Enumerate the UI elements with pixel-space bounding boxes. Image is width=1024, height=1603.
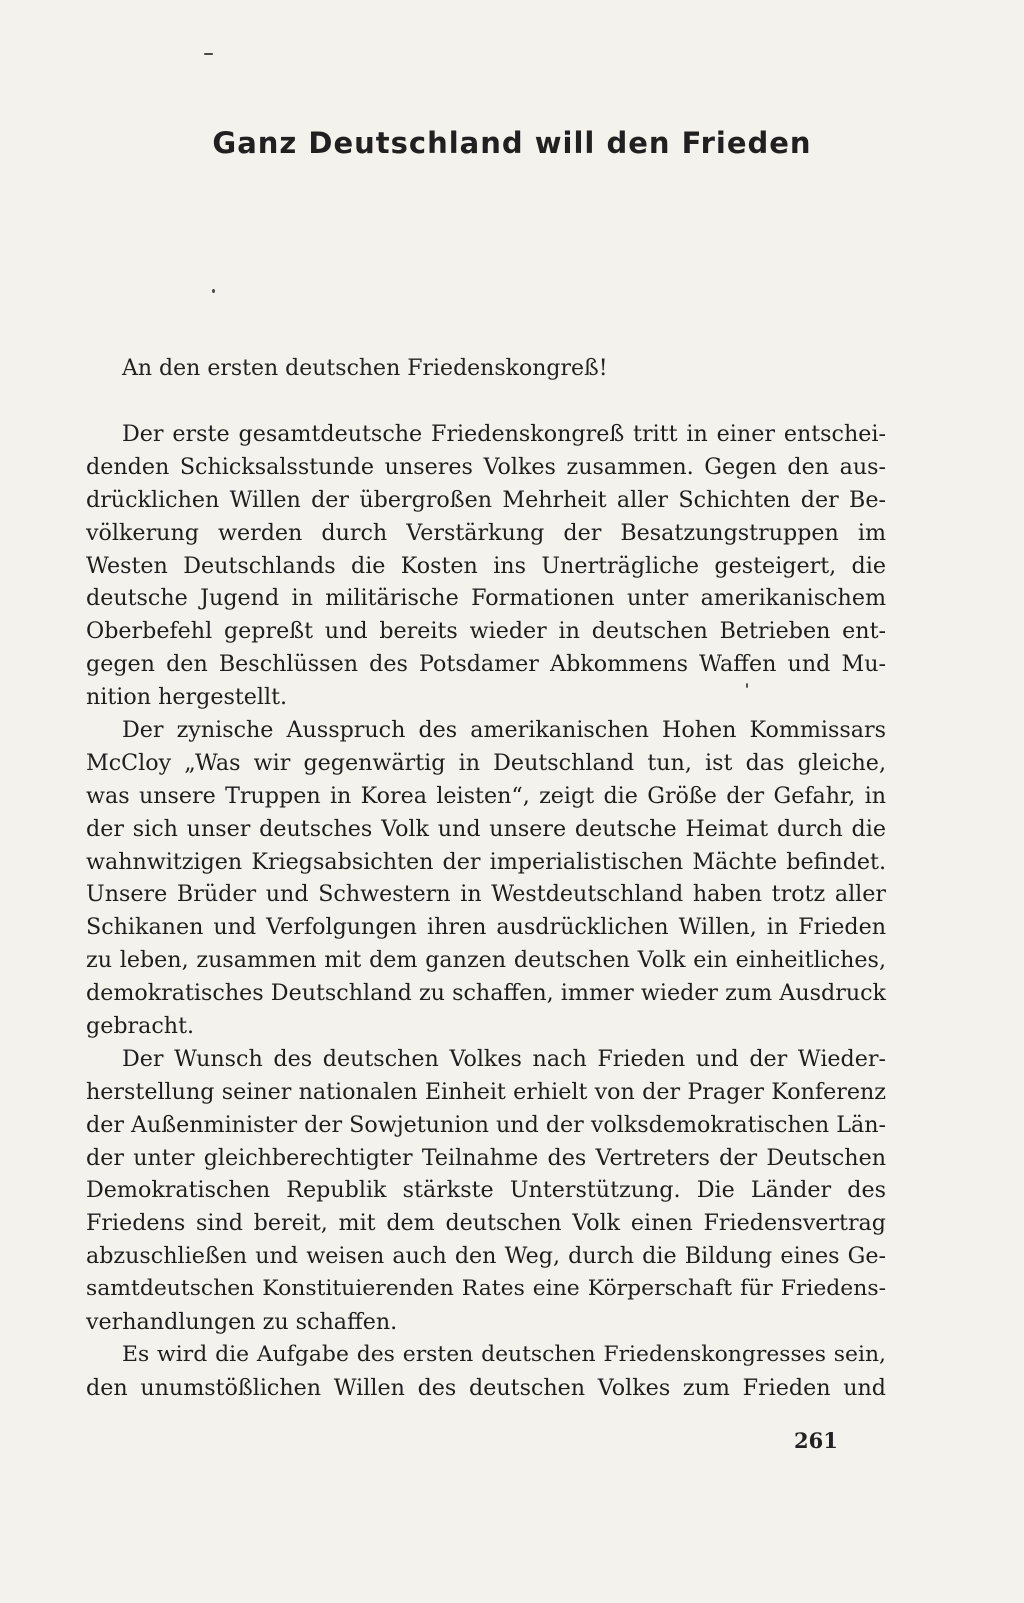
text-line: Demokratischen Republik stärkste Unterstützung. Die Länder des [86,1177,886,1204]
text-line: McCloy „Was wir gegenwärtig in Deutschland tun, ist das gleiche, [86,749,886,776]
print-speck [204,53,213,55]
text-line: zu leben, zusammen mit dem ganzen deutschen Volk ein einheitliches, [86,947,886,974]
text-line: Westen Deutschlands die Kosten ins Unerträgliche gesteigert, die [86,552,886,579]
text-line: wahnwitzigen Kriegsabsichten der imperialistischen Mächte befindet. [86,848,886,875]
text-line: den unumstößlichen Willen des deutschen Volkes zum Frieden und [86,1374,886,1401]
page-number: 261 [794,1428,838,1453]
text-line: gebracht. [86,1013,195,1040]
text-line: völkerung werden durch Verstärkung der Besatzungstruppen im [86,519,886,546]
print-speck [212,289,215,293]
text-line: abzuschließen und weisen auch den Weg, durch die Bildung eines Ge- [86,1243,886,1270]
text-line: samtdeutschen Konstituierenden Rates eine Körperschaft für Friedens- [86,1276,886,1302]
text-line: Friedens sind bereit, mit dem deutschen Volk einen Friedensvertrag [86,1210,886,1237]
text-line: Oberbefehl gepreßt und bereits wieder in deutschen Betrieben ent- [86,618,886,645]
text-line: herstellung seiner nationalen Einheit erhielt von der Prager Konferenz [86,1078,886,1105]
text-line: der unter gleichberechtigter Teilnahme des Vertreters der Deutschen [86,1144,886,1171]
text-line: denden Schicksalsstunde unseres Volkes zusammen. Gegen den aus- [86,453,886,480]
text-line: Der Wunsch des deutschen Volkes nach Frieden und der Wieder- [122,1045,886,1072]
text-line: verhandlungen zu schaffen. [86,1309,398,1336]
text-line: Der zynische Ausspruch des amerikanischen Hohen Kommissars [122,717,886,744]
salutation: An den ersten deutschen Friedenskongreß! [122,356,608,381]
page-title: Ganz Deutschland will den Frieden [212,126,812,160]
text-line: Der erste gesamtdeutsche Friedenskongreß tritt in einer entschei- [122,421,886,447]
text-line: demokratisches Deutschland zu schaffen, immer wieder zum Ausdruck [86,980,886,1007]
text-line: drücklichen Willen der übergroßen Mehrheit aller Schichten der Be- [86,486,886,513]
body-text [86,418,886,1405]
text-line: Es wird die Aufgabe des ersten deutschen Friedenskongresses sein, [122,1341,886,1367]
text-line: was unsere Truppen in Korea leisten“, zeigt die Größe der Gefahr, in [86,782,886,809]
text-line: der Außenminister der Sowjetunion und der volksdemokratischen Län- [86,1111,886,1138]
text-line: der sich unser deutsches Volk und unsere deutsche Heimat durch die [86,815,886,842]
text-line: Unsere Brüder und Schwestern in Westdeutschland haben trotz aller [86,881,886,908]
text-line: deutsche Jugend in militärische Formationen unter amerikanischem [86,585,886,612]
text-line: Schikanen und Verfolgungen ihren ausdrücklichen Willen, in Frieden [86,914,886,941]
text-line: nition hergestellt. [86,684,288,711]
text-line: gegen den Beschlüssen des Potsdamer Abkommens Waffen und Mu- [86,651,886,678]
